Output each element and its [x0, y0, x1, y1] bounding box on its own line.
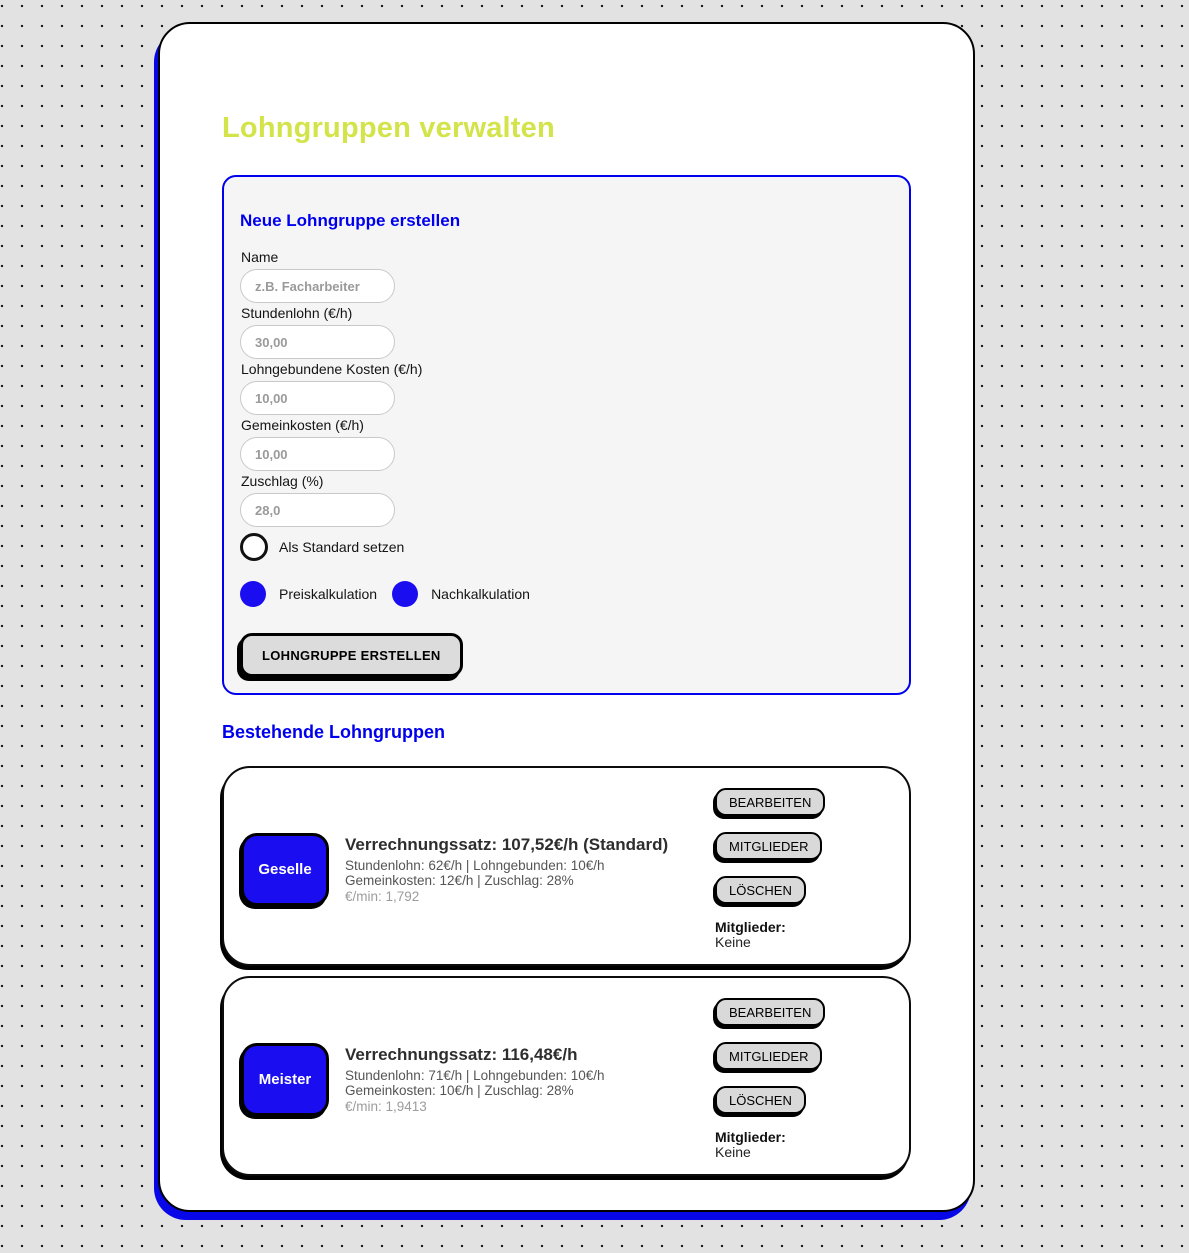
members-block: [715, 920, 786, 950]
group-info: [345, 1044, 715, 1115]
edit-button[interactable]: BEARBEITEN: [715, 998, 825, 1026]
group-rate-line: Verrechnungssatz: 107,52€/h (Standard): [345, 834, 669, 854]
hourly-wage-label: Stundenlohn (€/h): [241, 305, 353, 321]
wage-group-card-meister: [222, 976, 911, 1176]
group-info: [345, 834, 715, 905]
field-group-overhead-costs: [240, 417, 893, 471]
surcharge-label: Zuschlag (%): [241, 473, 324, 489]
field-group-surcharge: [240, 473, 893, 527]
calculation-type-row: [240, 581, 893, 607]
wage-linked-costs-input[interactable]: [240, 381, 395, 415]
preiskalkulation-radio[interactable]: [240, 581, 266, 607]
set-as-standard-label: Als Standard setzen: [279, 539, 405, 555]
field-group-wage-linked-costs: [240, 361, 893, 415]
form-heading: Neue Lohngruppe erstellen: [240, 211, 461, 230]
wage-linked-costs-label: Lohngebundene Kosten (€/h): [241, 361, 423, 377]
delete-button[interactable]: LÖSCHEN: [715, 1086, 806, 1114]
group-name-badge: Geselle: [241, 833, 329, 906]
group-detail-line1: Stundenlohn: 62€/h | Lohngebunden: 10€/h: [345, 857, 605, 873]
page-title: Lohngruppen verwalten: [222, 112, 555, 144]
field-group-name: [240, 249, 893, 303]
surcharge-input[interactable]: [240, 493, 395, 527]
group-per-minute-line: €/min: 1,9413: [345, 1098, 427, 1114]
overhead-costs-label: Gemeinkosten (€/h): [241, 417, 364, 433]
new-wage-group-panel: [222, 175, 911, 695]
group-rate-line: Verrechnungssatz: 116,48€/h: [345, 1044, 578, 1064]
main-card: [158, 22, 975, 1212]
members-label: Mitglieder:: [715, 1129, 786, 1145]
name-label: Name: [241, 249, 279, 265]
radio-item-nachkalkulation: [392, 581, 530, 607]
group-name-badge: Meister: [241, 1043, 329, 1116]
hourly-wage-input[interactable]: [240, 325, 395, 359]
members-button[interactable]: MITGLIEDER: [715, 1042, 822, 1070]
group-detail-line2: Gemeinkosten: 12€/h | Zuschlag: 28%: [345, 873, 574, 888]
members-button[interactable]: MITGLIEDER: [715, 832, 822, 860]
delete-button[interactable]: LÖSCHEN: [715, 876, 806, 904]
name-input[interactable]: [240, 269, 395, 303]
members-value: Keine: [715, 934, 751, 950]
overhead-costs-input[interactable]: [240, 437, 395, 471]
nachkalkulation-label: Nachkalkulation: [431, 586, 530, 602]
field-group-hourly-wage: [240, 305, 893, 359]
members-label: Mitglieder:: [715, 919, 786, 935]
group-detail-line1: Stundenlohn: 71€/h | Lohngebunden: 10€/h: [345, 1067, 605, 1083]
set-as-standard-checkbox[interactable]: [240, 533, 268, 561]
radio-item-preiskalkulation: [240, 581, 377, 607]
group-per-minute-line: €/min: 1,792: [345, 888, 420, 904]
group-actions: [715, 788, 893, 950]
members-block: [715, 1130, 786, 1160]
set-as-standard-row: [240, 533, 893, 561]
wage-group-card-geselle: [222, 766, 911, 966]
nachkalkulation-radio[interactable]: [392, 581, 418, 607]
edit-button[interactable]: BEARBEITEN: [715, 788, 825, 816]
group-actions: [715, 998, 893, 1160]
create-wage-group-button[interactable]: LOHNGRUPPE ERSTELLEN: [240, 633, 463, 677]
preiskalkulation-label: Preiskalkulation: [279, 586, 378, 602]
existing-groups-heading: Bestehende Lohngruppen: [222, 722, 446, 742]
members-value: Keine: [715, 1144, 751, 1160]
group-detail-line2: Gemeinkosten: 10€/h | Zuschlag: 28%: [345, 1083, 574, 1098]
